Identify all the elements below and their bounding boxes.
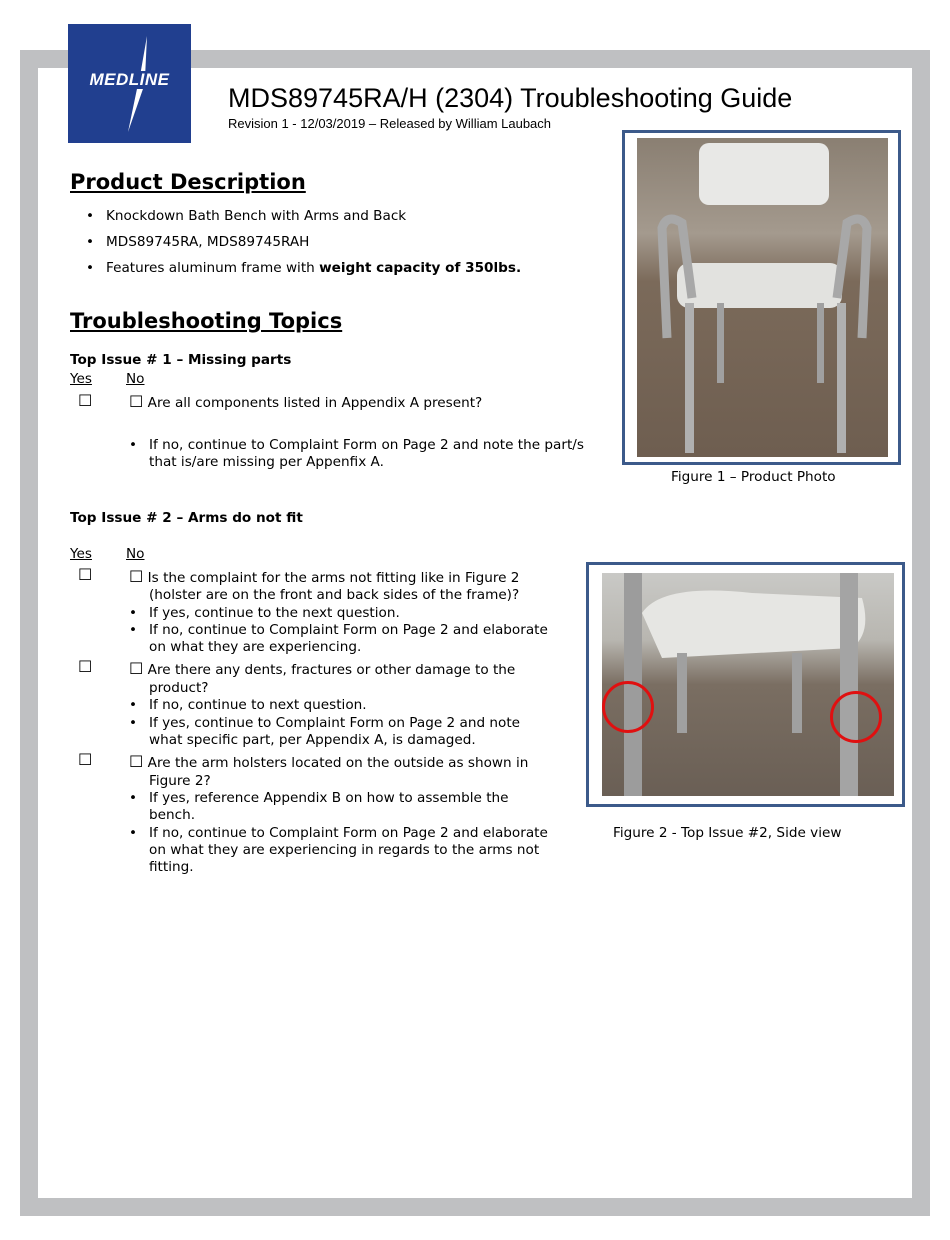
issue1-title: Top Issue # 1 – Missing parts — [70, 352, 292, 368]
issue2-title: Top Issue # 2 – Arms do not fit — [70, 510, 303, 526]
product-bullet — [106, 260, 521, 277]
logo-text: MEDLINE — [68, 71, 191, 89]
figure1-product-photo — [622, 130, 901, 465]
yes-checkbox[interactable]: ☐ — [78, 657, 93, 676]
weight-capacity: weight capacity of 350lbs. — [319, 260, 522, 276]
figure2-side-view-photo — [586, 562, 905, 807]
no-checkbox[interactable]: ☐ — [129, 567, 144, 586]
product-bullet: • MDS89745RA, MDS89745RAH — [106, 234, 309, 251]
answer-bullet: • If yes, continue to the next question. — [149, 605, 400, 622]
highlight-circle — [830, 691, 882, 743]
question-cont: product? — [149, 680, 209, 696]
question-cont: (holster are on the front and back sides of the frame)? — [149, 587, 520, 603]
bench-side-illustration — [602, 573, 894, 796]
yes-checkbox[interactable]: ☐ — [78, 391, 93, 410]
troubleshooting-heading: Troubleshooting Topics — [70, 309, 343, 333]
answer-bullet: • If no, continue to Complaint Form on Page 2 and elaborate — [149, 825, 548, 842]
question: Are all components listed in Appendix A present? — [147, 395, 483, 411]
answer-bullet-cont: on what they are experiencing. — [149, 639, 362, 655]
answer-bullet: • If no, continue to Complaint Form on Page 2 and note the part/s — [149, 437, 584, 454]
answer-bullet-cont: on what they are experiencing in regards to the arms not — [149, 842, 540, 858]
answer-bullet: • If no, continue to next question. — [149, 697, 367, 714]
answer-bullet-cont: that is/are missing per Appenfix A. — [149, 454, 384, 470]
no-checkbox[interactable]: ☐ — [129, 752, 144, 771]
no-label: No — [126, 546, 145, 562]
product-description-heading: Product Description — [70, 170, 306, 194]
highlight-circle — [602, 681, 654, 733]
figure2-caption: Figure 2 - Top Issue #2, Side view — [613, 825, 842, 841]
answer-bullet: • If no, continue to Complaint Form on Page 2 and elaborate — [149, 622, 548, 639]
answer-bullet-cont: what specific part, per Appendix A, is damaged. — [149, 732, 476, 748]
question: Is the complaint for the arms not fitting like in Figure 2 — [147, 570, 520, 586]
medline-logo — [68, 24, 191, 143]
answer-bullet-cont: bench. — [149, 807, 196, 823]
question: Are the arm holsters located on the outside as shown in — [147, 755, 529, 771]
yes-checkbox[interactable]: ☐ — [78, 750, 93, 769]
bench-illustration — [637, 138, 888, 457]
figure1-caption: Figure 1 – Product Photo — [671, 469, 836, 485]
yes-checkbox[interactable]: ☐ — [78, 565, 93, 584]
yes-label: Yes — [70, 371, 92, 387]
document-title: MDS89745RA/H (2304) Troubleshooting Guide — [228, 83, 793, 113]
answer-bullet: • If yes, continue to Complaint Form on Page 2 and note — [149, 715, 520, 732]
no-checkbox[interactable]: ☐ — [129, 659, 144, 678]
question: Are there any dents, fractures or other damage to the — [147, 662, 516, 678]
no-label: No — [126, 371, 145, 387]
yes-label: Yes — [70, 546, 92, 562]
answer-bullet-cont: fitting. — [149, 859, 194, 875]
bullet-text: Features aluminum frame with — [106, 260, 320, 276]
question-cont: Figure 2? — [149, 773, 211, 789]
answer-bullet: • If yes, reference Appendix B on how to assemble the — [149, 790, 509, 807]
revision-line: Revision 1 - 12/03/2019 – Released by William Laubach — [228, 116, 552, 131]
no-checkbox[interactable]: ☐ — [129, 392, 144, 411]
product-bullet: • Knockdown Bath Bench with Arms and Back — [106, 208, 406, 225]
